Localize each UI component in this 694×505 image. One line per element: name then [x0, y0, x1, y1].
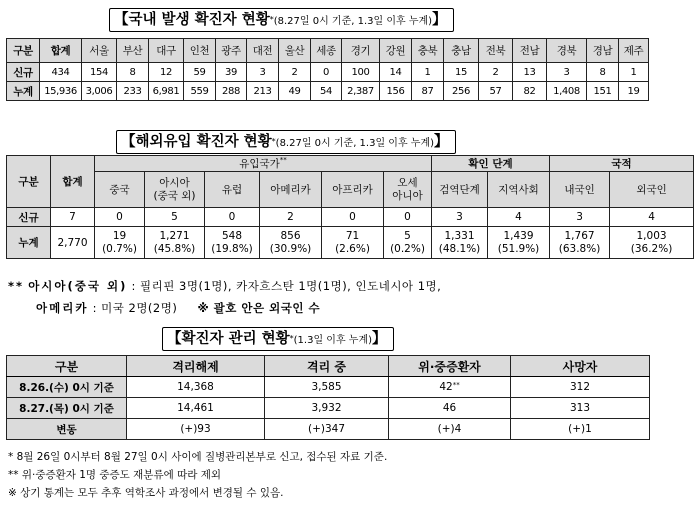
table-cell: 1,408 [547, 82, 587, 101]
cum-pct: (30.9%) [269, 242, 312, 255]
bracket-open: 【 [121, 134, 136, 150]
table-cell: 5 [145, 208, 205, 227]
header-cell: 대구 [149, 39, 184, 63]
bracket-open: 【 [167, 331, 182, 347]
table-cell: 14,461 [127, 398, 265, 419]
group-nationality: 국적 [550, 156, 694, 172]
domestic-note: (8.27일 0시 기준, 1.3일 이후 누계) [273, 16, 433, 27]
domestic-title-box [109, 8, 454, 32]
sub-asia-line2: (중국 외) [153, 189, 196, 202]
table-cell: 2 [279, 63, 311, 82]
group-inflow-mark: ** [279, 156, 287, 164]
table-cell: 1 [619, 63, 649, 82]
table-cell: 14 [380, 63, 412, 82]
header-cell: 세종 [311, 39, 342, 63]
table-cell: 15,936 [40, 82, 82, 101]
table-cell: 434 [40, 63, 82, 82]
cum-pct: (48.1%) [438, 242, 481, 255]
table-cell: 2,770 [51, 227, 95, 259]
header-cell: 경남 [587, 39, 619, 63]
table-cell: 54 [311, 82, 342, 101]
table-cell: 7 [51, 208, 95, 227]
group-inflow [95, 156, 432, 172]
header-cell: 충북 [412, 39, 444, 63]
sub-china: 중국 [95, 172, 145, 208]
cum-pct: (2.6%) [335, 242, 370, 255]
management-title: 확진자 관리 현황 [181, 331, 290, 347]
table-row [7, 227, 694, 259]
title-mark: * [269, 15, 274, 24]
table-cell [205, 227, 260, 259]
cum-pct: (45.8%) [153, 242, 196, 255]
table-cell: 151 [587, 82, 619, 101]
table-cell: 156 [380, 82, 412, 101]
table-cell: 213 [247, 82, 279, 101]
table-cell [384, 227, 432, 259]
table-row [7, 63, 649, 82]
table-cell [488, 227, 550, 259]
table-cell: 49 [279, 82, 311, 101]
table-cell: 100 [342, 63, 380, 82]
table-cell: 3 [432, 208, 488, 227]
overseas-title: 해외유입 확진자 현황 [135, 134, 272, 150]
header-cell: 강원 [380, 39, 412, 63]
table-cell: 0 [205, 208, 260, 227]
cum-value: 548 [221, 229, 243, 242]
cum-pct: (51.9%) [497, 242, 540, 255]
sub-foreigner: 외국인 [610, 172, 694, 208]
cum-value: 19 [112, 229, 127, 242]
table-cell: (+)347 [265, 419, 389, 440]
table-cell: 2,387 [342, 82, 380, 101]
group-confirm: 확인 단계 [432, 156, 550, 172]
table-cell [389, 377, 511, 398]
bracket-close: 】 [372, 331, 387, 347]
table-cell: (+)93 [127, 419, 265, 440]
header-cell: 경기 [342, 39, 380, 63]
header-cell: 서울 [82, 39, 117, 63]
paren-note: ※ 괄호 안은 외국인 수 [197, 301, 321, 315]
table-cell: 3 [550, 208, 610, 227]
bracket-close: 】 [432, 12, 447, 28]
cum-pct: (0.7%) [102, 242, 137, 255]
sub-america: 아메리카 [260, 172, 322, 208]
header-cell: 전남 [513, 39, 547, 63]
table-cell: 87 [412, 82, 444, 101]
table-cell [260, 227, 322, 259]
domestic-header-row [7, 39, 649, 63]
table-cell: 0 [322, 208, 384, 227]
row-label: 변동 [7, 419, 127, 440]
domestic-title: 국내 발생 확진자 현황 [128, 12, 270, 28]
table-cell: 8 [587, 63, 619, 82]
asia-label: 아시아(중국 외) [28, 279, 128, 293]
footnote: ** 위·중증환자 1명 중증도 재분류에 따라 제외 [8, 469, 221, 481]
table-cell: 256 [444, 82, 479, 101]
sub-oceania-line2: 아니아 [392, 189, 423, 202]
table-row [7, 208, 694, 227]
table-cell: 8 [117, 63, 149, 82]
cum-value: 1,003 [636, 229, 667, 242]
table-cell: 57 [479, 82, 513, 101]
table-cell: 39 [216, 63, 247, 82]
domestic-table [6, 38, 649, 101]
sub-quarantine: 검역단계 [432, 172, 488, 208]
cum-pct: (0.2%) [390, 242, 425, 255]
col-total: 합계 [51, 156, 95, 208]
table-cell: 82 [513, 82, 547, 101]
header-cell: 사망자 [511, 356, 650, 377]
table-cell: 288 [216, 82, 247, 101]
table-cell: 19 [619, 82, 649, 101]
header-cell: 격리해제 [127, 356, 265, 377]
cum-value: 71 [345, 229, 360, 242]
cum-value: 856 [280, 229, 301, 242]
sub-korean: 내국인 [550, 172, 610, 208]
col-label: 구분 [7, 156, 51, 208]
table-cell: 3 [547, 63, 587, 82]
table-cell: 0 [384, 208, 432, 227]
table-cell: 3,585 [265, 377, 389, 398]
management-title-box [162, 327, 394, 351]
table-cell: 4 [610, 208, 694, 227]
cell-mark: ** [452, 381, 460, 389]
footnote: * 8월 26일 0시부터 8월 27일 0시 사이에 질병관리본부로 신고, 접수된 자료 기준. [8, 451, 388, 463]
header-cell: 제주 [619, 39, 649, 63]
table-cell [322, 227, 384, 259]
table-cell [432, 227, 488, 259]
header-cell: 구분 [7, 356, 127, 377]
table-cell: 59 [184, 63, 216, 82]
row-label: 누계 [7, 227, 51, 259]
table-cell: 3,006 [82, 82, 117, 101]
header-cell: 전북 [479, 39, 513, 63]
table-cell [95, 227, 145, 259]
management-header-row [7, 356, 650, 377]
table-cell: 46 [389, 398, 511, 419]
sub-asia [145, 172, 205, 208]
table-cell: 3,932 [265, 398, 389, 419]
table-row [7, 419, 650, 440]
sub-europe: 유럽 [205, 172, 260, 208]
group-inflow-label: 유입국가 [239, 158, 280, 170]
sub-asia-line1: 아시아 [159, 176, 190, 189]
row-label: 누계 [7, 82, 40, 101]
table-cell: 15 [444, 63, 479, 82]
table-cell: 2 [260, 208, 322, 227]
sub-community: 지역사회 [488, 172, 550, 208]
table-cell: 0 [311, 63, 342, 82]
title-mark: * [289, 334, 294, 343]
table-cell: 233 [117, 82, 149, 101]
cum-value: 1,271 [159, 229, 190, 242]
table-cell: 13 [513, 63, 547, 82]
america-text: : 미국 2명(2명) [92, 301, 178, 315]
header-cell: 충남 [444, 39, 479, 63]
footnote: ※ 상기 통계는 모두 추후 역학조사 과정에서 변경될 수 있음. [8, 487, 284, 499]
table-cell: 559 [184, 82, 216, 101]
header-cell: 합계 [40, 39, 82, 63]
cum-pct: (63.8%) [558, 242, 601, 255]
sub-oceania-line1: 오세 [397, 176, 418, 189]
cum-value: 1,439 [503, 229, 534, 242]
table-cell: 6,981 [149, 82, 184, 101]
sub-oceania [384, 172, 432, 208]
cell-value: 42 [439, 381, 453, 393]
row-label: 8.27.(목) 0시 기준 [7, 398, 127, 419]
table-cell: (+)1 [511, 419, 650, 440]
table-row [7, 377, 650, 398]
asia-note [8, 278, 441, 294]
asia-mark: ** [8, 279, 25, 293]
row-label: 신규 [7, 63, 40, 82]
table-cell [145, 227, 205, 259]
management-table [6, 355, 650, 440]
row-label: 8.26.(수) 0시 기준 [7, 377, 127, 398]
america-label: 아메리카 [36, 301, 89, 315]
table-row [7, 82, 649, 101]
header-cell: 구분 [7, 39, 40, 63]
table-cell: 312 [511, 377, 650, 398]
management-note: (1.3일 이후 누계) [293, 335, 373, 346]
table-cell: 0 [95, 208, 145, 227]
row-label: 신규 [7, 208, 51, 227]
header-cell: 부산 [117, 39, 149, 63]
asia-text: : 필리핀 3명(1명), 카자흐스탄 1명(1명), 인도네시아 1명, [131, 279, 442, 293]
cum-value: 1,331 [444, 229, 475, 242]
header-cell: 대전 [247, 39, 279, 63]
overseas-table [6, 155, 694, 259]
cum-pct: (36.2%) [630, 242, 673, 255]
title-mark: * [271, 137, 276, 146]
table-row [7, 398, 650, 419]
table-cell: 154 [82, 63, 117, 82]
table-cell: 4 [488, 208, 550, 227]
cum-value: 5 [404, 229, 411, 242]
sub-africa: 아프리카 [322, 172, 384, 208]
overseas-title-box [116, 130, 456, 154]
bracket-close: 】 [434, 134, 449, 150]
cum-value: 1,767 [564, 229, 595, 242]
table-cell: (+)4 [389, 419, 511, 440]
table-cell: 12 [149, 63, 184, 82]
cum-pct: (19.8%) [211, 242, 253, 255]
overseas-sub-row [7, 172, 694, 208]
header-cell: 경북 [547, 39, 587, 63]
table-cell [550, 227, 610, 259]
header-cell: 울산 [279, 39, 311, 63]
overseas-note: (8.27일 0시 기준, 1.3일 이후 누계) [275, 138, 435, 149]
bracket-open: 【 [114, 12, 129, 28]
table-cell: 313 [511, 398, 650, 419]
header-cell: 격리 중 [265, 356, 389, 377]
america-note [36, 300, 320, 316]
header-cell: 인천 [184, 39, 216, 63]
header-cell: 광주 [216, 39, 247, 63]
table-cell: 1 [412, 63, 444, 82]
table-cell: 3 [247, 63, 279, 82]
table-cell [610, 227, 694, 259]
table-cell: 14,368 [127, 377, 265, 398]
table-cell: 2 [479, 63, 513, 82]
overseas-group-row [7, 156, 694, 172]
header-cell: 위·중증환자 [389, 356, 511, 377]
